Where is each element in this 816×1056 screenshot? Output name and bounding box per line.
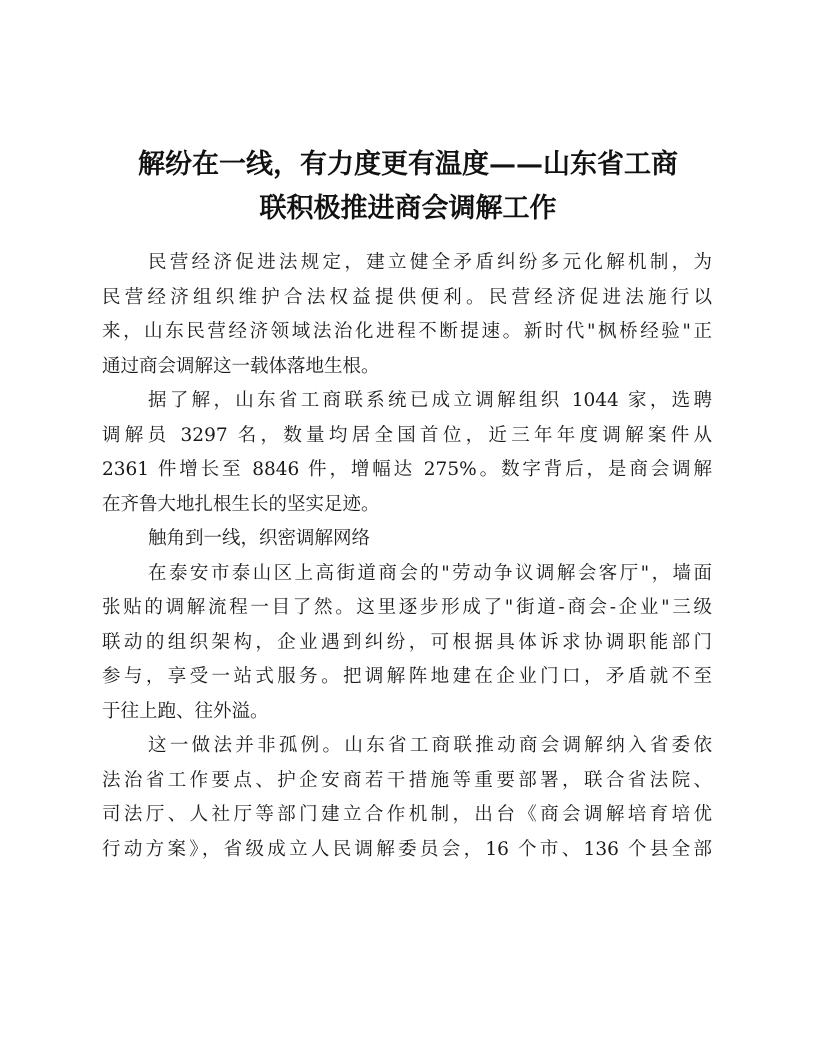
title-line-2: 联积极推进商会调解工作	[259, 193, 557, 224]
text-line: 触角到一线，织密调解网络	[148, 528, 371, 549]
paragraph-statistics	[102, 384, 712, 522]
text-line: 民营经济促进法规定，建立健全矛盾纠纷多元化解机制，为	[148, 252, 712, 273]
section-heading	[102, 522, 712, 557]
document-title	[80, 143, 736, 231]
text-line: 据了解，山东省工商联系统已成立调解组织 1044 家，选聘	[148, 390, 712, 411]
text-line: 司法厅、人社厅等部门建立合作机制，出台《商会调解培育培优	[102, 804, 712, 825]
text-line: 在齐鲁大地扎根生长的坚实足迹。	[102, 493, 380, 515]
title-line-1: 解纷在一线，有力度更有温度——山东省工商	[138, 149, 678, 180]
paragraph-provincial-measures	[102, 729, 712, 867]
text-line: 来，山东民营经济领域法治化进程不断提速。新时代"枫桥经验"正	[102, 321, 712, 342]
text-line: 调解员 3297 名，数量均居全国首位，近三年年度调解案件从	[102, 424, 712, 446]
text-line: 于往上跑、往外溢。	[102, 700, 269, 722]
text-line: 民营经济组织维护合法权益提供便利。民营经济促进法施行以	[102, 286, 712, 308]
text-line: 通过商会调解这一载体落地生根。	[102, 355, 380, 377]
article-body	[102, 246, 712, 867]
text-line: 张贴的调解流程一目了然。这里逐步形成了"街道-商会-企业"三级	[102, 597, 712, 618]
text-line: 在泰安市泰山区上高街道商会的"劳动争议调解会客厅"，墙面	[148, 562, 712, 584]
text-line: 参与，享受一站式服务。把调解阵地建在企业门口，矛盾就不至	[102, 666, 712, 687]
paragraph-taian-example	[102, 557, 712, 730]
text-line: 2361 件增长至 8846 件，增幅达 275%。数字背后，是商会调解	[102, 459, 712, 480]
text-line: 行动方案》，省级成立人民调解委员会，16 个市、136 个县全部	[102, 838, 712, 860]
text-line: 这一做法并非孤例。山东省工商联推动商会调解纳入省委依	[148, 735, 712, 756]
paragraph-intro	[102, 246, 712, 384]
text-line: 法治省工作要点、护企安商若干措施等重要部署，联合省法院、	[102, 769, 712, 791]
text-line: 联动的组织架构，企业遇到纠纷，可根据具体诉求协调职能部门	[102, 631, 712, 653]
